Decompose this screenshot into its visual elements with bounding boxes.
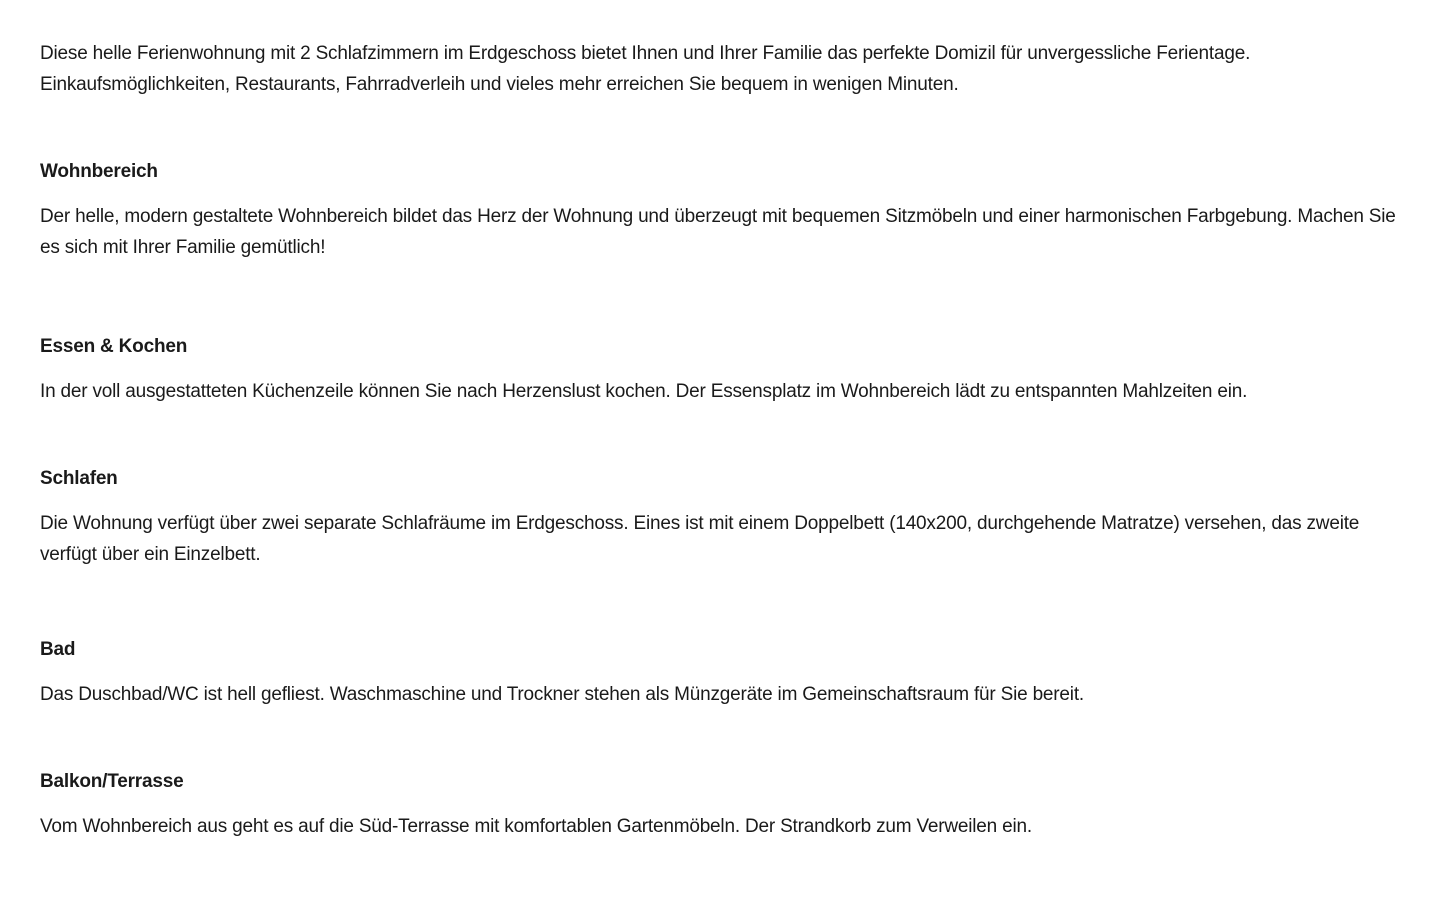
intro-paragraph: Diese helle Ferienwohnung mit 2 Schlafzimmern im Erdgeschoss bietet Ihnen und Ihrer Familie das perfekte Domizil für unvergessliche Ferientage. Einkaufsmöglichkeiten, Restaurants, Fahrradverleih und vieles mehr erreichen Sie bequem in wenigen Minuten. [40, 43, 1251, 95]
section-title-schlafen: Schlafen [40, 468, 118, 489]
section-text-bad: Das Duschbad/WC ist hell gefliest. Waschmaschine und Trockner stehen als Münzgeräte im Gemeinschaftsraum für Sie bereit. [40, 684, 1084, 705]
section-title-bad: Bad [40, 639, 76, 660]
section-balkon-terrasse [40, 770, 1400, 842]
section-essen-kochen [40, 335, 1400, 407]
section-text-essen-kochen: In der voll ausgestatteten Küchenzeile können Sie nach Herzenslust kochen. Der Essensplatz im Wohnbereich lädt zu entspannten Mahlzeiten ein. [40, 381, 1248, 402]
section-bad [40, 638, 1400, 710]
section-title-wohnbereich: Wohnbereich [40, 161, 158, 182]
section-text-schlafen: Die Wohnung verfügt über zwei separate Schlafräume im Erdgeschoss. Eines ist mit einem Doppelbett (140x200, durchgehende Matratze) versehen, das zweite verfügt über ein Einzelbett. [40, 513, 1360, 565]
section-text-wohnbereich: Der helle, modern gestaltete Wohnbereich bildet das Herz der Wohnung und überzeugt mit bequemen Sitzmöbeln und einer harmonischen Farbgebung. Machen Sie es sich mit Ihrer Familie gemütlich! [40, 206, 1396, 258]
section-text-balkon-terrasse: Vom Wohnbereich aus geht es auf die Süd-Terrasse mit komfortablen Gartenmöbeln. Der Strandkorb zum Verweilen ein. [40, 816, 1032, 837]
section-schlafen [40, 467, 1400, 570]
section-title-essen-kochen: Essen & Kochen [40, 336, 188, 357]
section-title-balkon-terrasse: Balkon/Terrasse [40, 771, 184, 792]
section-wohnbereich [40, 160, 1400, 263]
